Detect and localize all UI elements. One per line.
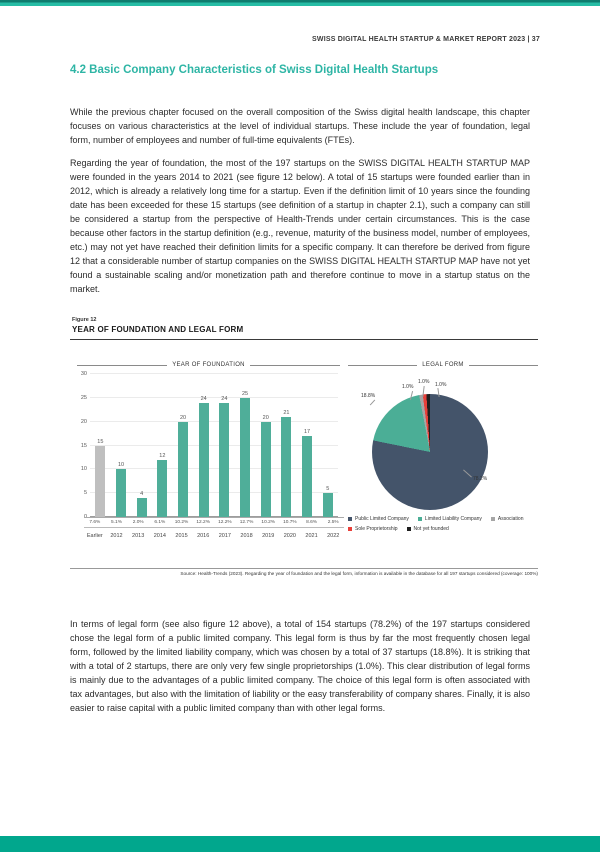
title-rule-right bbox=[250, 365, 340, 366]
bar-value-label: 25 bbox=[241, 390, 249, 397]
bar-percent-row bbox=[84, 517, 344, 528]
bar-value-label: 15 bbox=[97, 438, 104, 445]
bar-column-2014 bbox=[152, 374, 173, 517]
pie-chart-title: LEGAL FORM bbox=[422, 362, 464, 368]
y-tick-label: 0 bbox=[83, 514, 87, 520]
pie-label-limited-liability: 18.8% bbox=[361, 393, 376, 399]
bar bbox=[240, 398, 250, 517]
pie-label-association: 1.0% bbox=[402, 384, 414, 390]
bar-value-label: 20 bbox=[179, 414, 187, 421]
bar bbox=[261, 422, 271, 517]
bar-value-label: 4 bbox=[140, 490, 144, 497]
bar bbox=[137, 498, 147, 517]
bar-value-label: 24 bbox=[200, 395, 207, 402]
percent-cell: 10.2% bbox=[261, 520, 276, 525]
legend-item bbox=[348, 526, 398, 532]
bar-value-label: 17 bbox=[303, 428, 311, 435]
figure-title: YEAR OF FOUNDATION AND LEGAL FORM bbox=[72, 325, 244, 334]
percent-cell: 5.1% bbox=[111, 520, 122, 525]
bar-value-label: 24 bbox=[221, 395, 228, 402]
label-leader bbox=[437, 388, 439, 397]
bar bbox=[95, 446, 105, 518]
legend-label: Sole Proprietorship bbox=[355, 526, 398, 532]
legend-item bbox=[407, 526, 449, 532]
year-cell: Earlier bbox=[86, 533, 103, 539]
percent-cell: 10.7% bbox=[283, 520, 297, 525]
y-tick-label: 30 bbox=[80, 371, 87, 377]
pie-chart-title-row bbox=[348, 362, 538, 368]
legend-item bbox=[491, 516, 524, 522]
legend-swatch bbox=[491, 517, 495, 521]
y-tick-label: 25 bbox=[80, 394, 87, 401]
bar bbox=[199, 403, 209, 517]
figure-12 bbox=[70, 317, 538, 585]
year-cell: 2014 bbox=[153, 533, 166, 539]
page-header: SWISS DIGITAL HEALTH STARTUP & MARKET REPORT 2023 | 37 bbox=[312, 36, 540, 43]
pie-legend bbox=[348, 516, 542, 532]
bars-row bbox=[90, 374, 338, 517]
title-rule-left bbox=[77, 365, 167, 366]
year-cell: 2021 bbox=[305, 533, 318, 539]
bar-column-2019 bbox=[255, 374, 276, 517]
bar-value-label: 12 bbox=[159, 452, 166, 459]
title-rule-left bbox=[348, 365, 417, 366]
year-cell: 2020 bbox=[283, 533, 296, 539]
bar-column-2017 bbox=[214, 374, 235, 517]
bar-column-2015 bbox=[173, 374, 194, 517]
bar bbox=[281, 417, 291, 517]
pie-label-not-yet-founded: 1.0% bbox=[435, 382, 447, 388]
bar-column-earlier bbox=[90, 374, 111, 517]
title-rule-right bbox=[469, 365, 538, 366]
percent-cell: 12.2% bbox=[196, 520, 210, 525]
bar-chart-title-row bbox=[77, 362, 340, 368]
year-cell: 2018 bbox=[240, 533, 253, 539]
bar-value-label: 21 bbox=[283, 409, 290, 416]
footer-accent-bar bbox=[0, 836, 600, 852]
bar-column-2020 bbox=[276, 374, 297, 517]
percent-cell: 2.5% bbox=[327, 520, 339, 525]
bar bbox=[116, 469, 126, 517]
legend-swatch bbox=[418, 517, 422, 521]
year-cell: 2016 bbox=[197, 533, 210, 539]
legend-item bbox=[418, 516, 482, 522]
bar-plot bbox=[80, 371, 338, 520]
percent-cell: 6.1% bbox=[154, 520, 166, 525]
bar bbox=[323, 493, 333, 517]
figure-label: Figure 12 bbox=[72, 317, 97, 323]
year-cell: 2012 bbox=[110, 533, 123, 539]
bar-column-2022 bbox=[317, 374, 338, 517]
percent-cell: 2.0% bbox=[132, 520, 144, 525]
percent-cell: 8.6% bbox=[306, 520, 318, 525]
year-cell: 2013 bbox=[132, 533, 145, 539]
bar-column-2013 bbox=[131, 374, 152, 517]
bar-year-row bbox=[84, 533, 344, 539]
bar-value-label: 5 bbox=[326, 486, 330, 493]
bar-column-2018 bbox=[235, 374, 256, 517]
bar-value-label: 20 bbox=[262, 414, 269, 421]
pie-label-sole-proprietorship: 1.0% bbox=[418, 379, 430, 385]
percent-cell: 12.2% bbox=[218, 520, 232, 525]
top-accent-bar bbox=[0, 0, 600, 6]
section-title: 4.2 Basic Company Characteristics of Swiss Digital Health Startups bbox=[70, 64, 439, 76]
legend-swatch bbox=[407, 527, 411, 531]
legend-label: Association bbox=[497, 516, 524, 522]
legend-swatch bbox=[348, 517, 352, 521]
y-tick-label: 10 bbox=[80, 466, 87, 473]
paragraph-legal-form: In terms of legal form (see also figure 12 above), a total of 154 startups (78.2%) of the 197 startups considered chose the legal form of a public limited company. This legal form is thus by far the most frequently chosen legal form, followed by the limited liability company, which was chosen by a total of 37 startups (18.8%). It is striking that with a total of 2 startups, there are only very few single proprietorships (1.0%). This clear distribution of legal forms is mainly due to the advantages of a public limited company. The choice of this legal form is often associated with tax advantages, but also with the limitation of liability or the easy transferability of company shares. Finally, it is also easier to raise capital with a public limited company than with other legal forms. bbox=[70, 619, 530, 713]
bar-column-2021 bbox=[297, 374, 318, 517]
figure-source-note: Source: Health-Trends (2023). Regarding the year of foundation and the legal form, information is available in the database for all 197 startups considered (coverage: 100%) bbox=[180, 571, 538, 576]
pie-label-public-limited: 78.2% bbox=[473, 476, 488, 482]
bar bbox=[157, 460, 167, 517]
legend-item bbox=[348, 516, 409, 522]
percent-cell: 7.6% bbox=[89, 520, 101, 525]
percent-cell: 12.7% bbox=[239, 520, 254, 525]
bar-chart-title: YEAR OF FOUNDATION bbox=[172, 362, 245, 368]
bar bbox=[178, 422, 188, 517]
percent-cell: 10.2% bbox=[174, 520, 189, 525]
y-tick-label: 5 bbox=[83, 490, 87, 497]
y-tick-label: 20 bbox=[80, 418, 87, 425]
bar bbox=[302, 436, 312, 517]
y-tick-label: 15 bbox=[80, 442, 87, 449]
year-cell: 2015 bbox=[175, 533, 188, 539]
legend-swatch bbox=[348, 527, 352, 531]
bar bbox=[219, 403, 229, 517]
bar-value-label: 10 bbox=[117, 462, 125, 469]
legend-label: Limited Liability Company bbox=[424, 516, 482, 522]
year-cell: 2019 bbox=[262, 533, 275, 539]
legal-form-pie bbox=[372, 394, 488, 510]
year-cell: 2017 bbox=[218, 533, 231, 539]
paragraph-year-of-foundation: Regarding the year of foundation, the most of the 197 startups on the SWISS DIGITAL HEALTH STARTUP MAP were founded in the years 2014 to 2021 (see figure 12 below). A total of 15 startups were founded earlier than in 2012, which is already a relatively long time for a startup. Even if the definition limit of 10 years since the founding date has been exceeded for these 15 startups (see definition of a startup in chapter 2.1), such a company can still be considered a startup from the perspective of Health-Trends under certain circumstances. This is the case because other factors in the startup definition (e.g., revenue, maturity of the business model, number of employees, etc.) may not yet have reached their definition limits for a specific company. It can therefore be derived from figure 12 that a considerable number of startup companies on the SWISS DIGITAL HEALTH STARTUP MAP have not yet found a sustainable scaling and/or monetization path and therefore continue to move in a startup status on the market. bbox=[70, 158, 530, 294]
bar-column-2012 bbox=[111, 374, 132, 517]
label-leader bbox=[370, 400, 375, 406]
bar-column-2016 bbox=[193, 374, 214, 517]
legend-label: Public Limited Company bbox=[355, 516, 409, 522]
year-cell: 2022 bbox=[327, 533, 340, 539]
paragraph-intro: While the previous chapter focused on the overall composition of the Swiss digital health landscape, this chapter focuses on various characteristics at the level of individual startups. These include the year of foundation, legal form, number of employees and number of full-time equivalents (FTEs). bbox=[70, 107, 530, 145]
source-rule bbox=[70, 568, 538, 569]
legend-label: Not yet founded bbox=[413, 526, 449, 532]
figure-title-rule bbox=[70, 339, 538, 340]
